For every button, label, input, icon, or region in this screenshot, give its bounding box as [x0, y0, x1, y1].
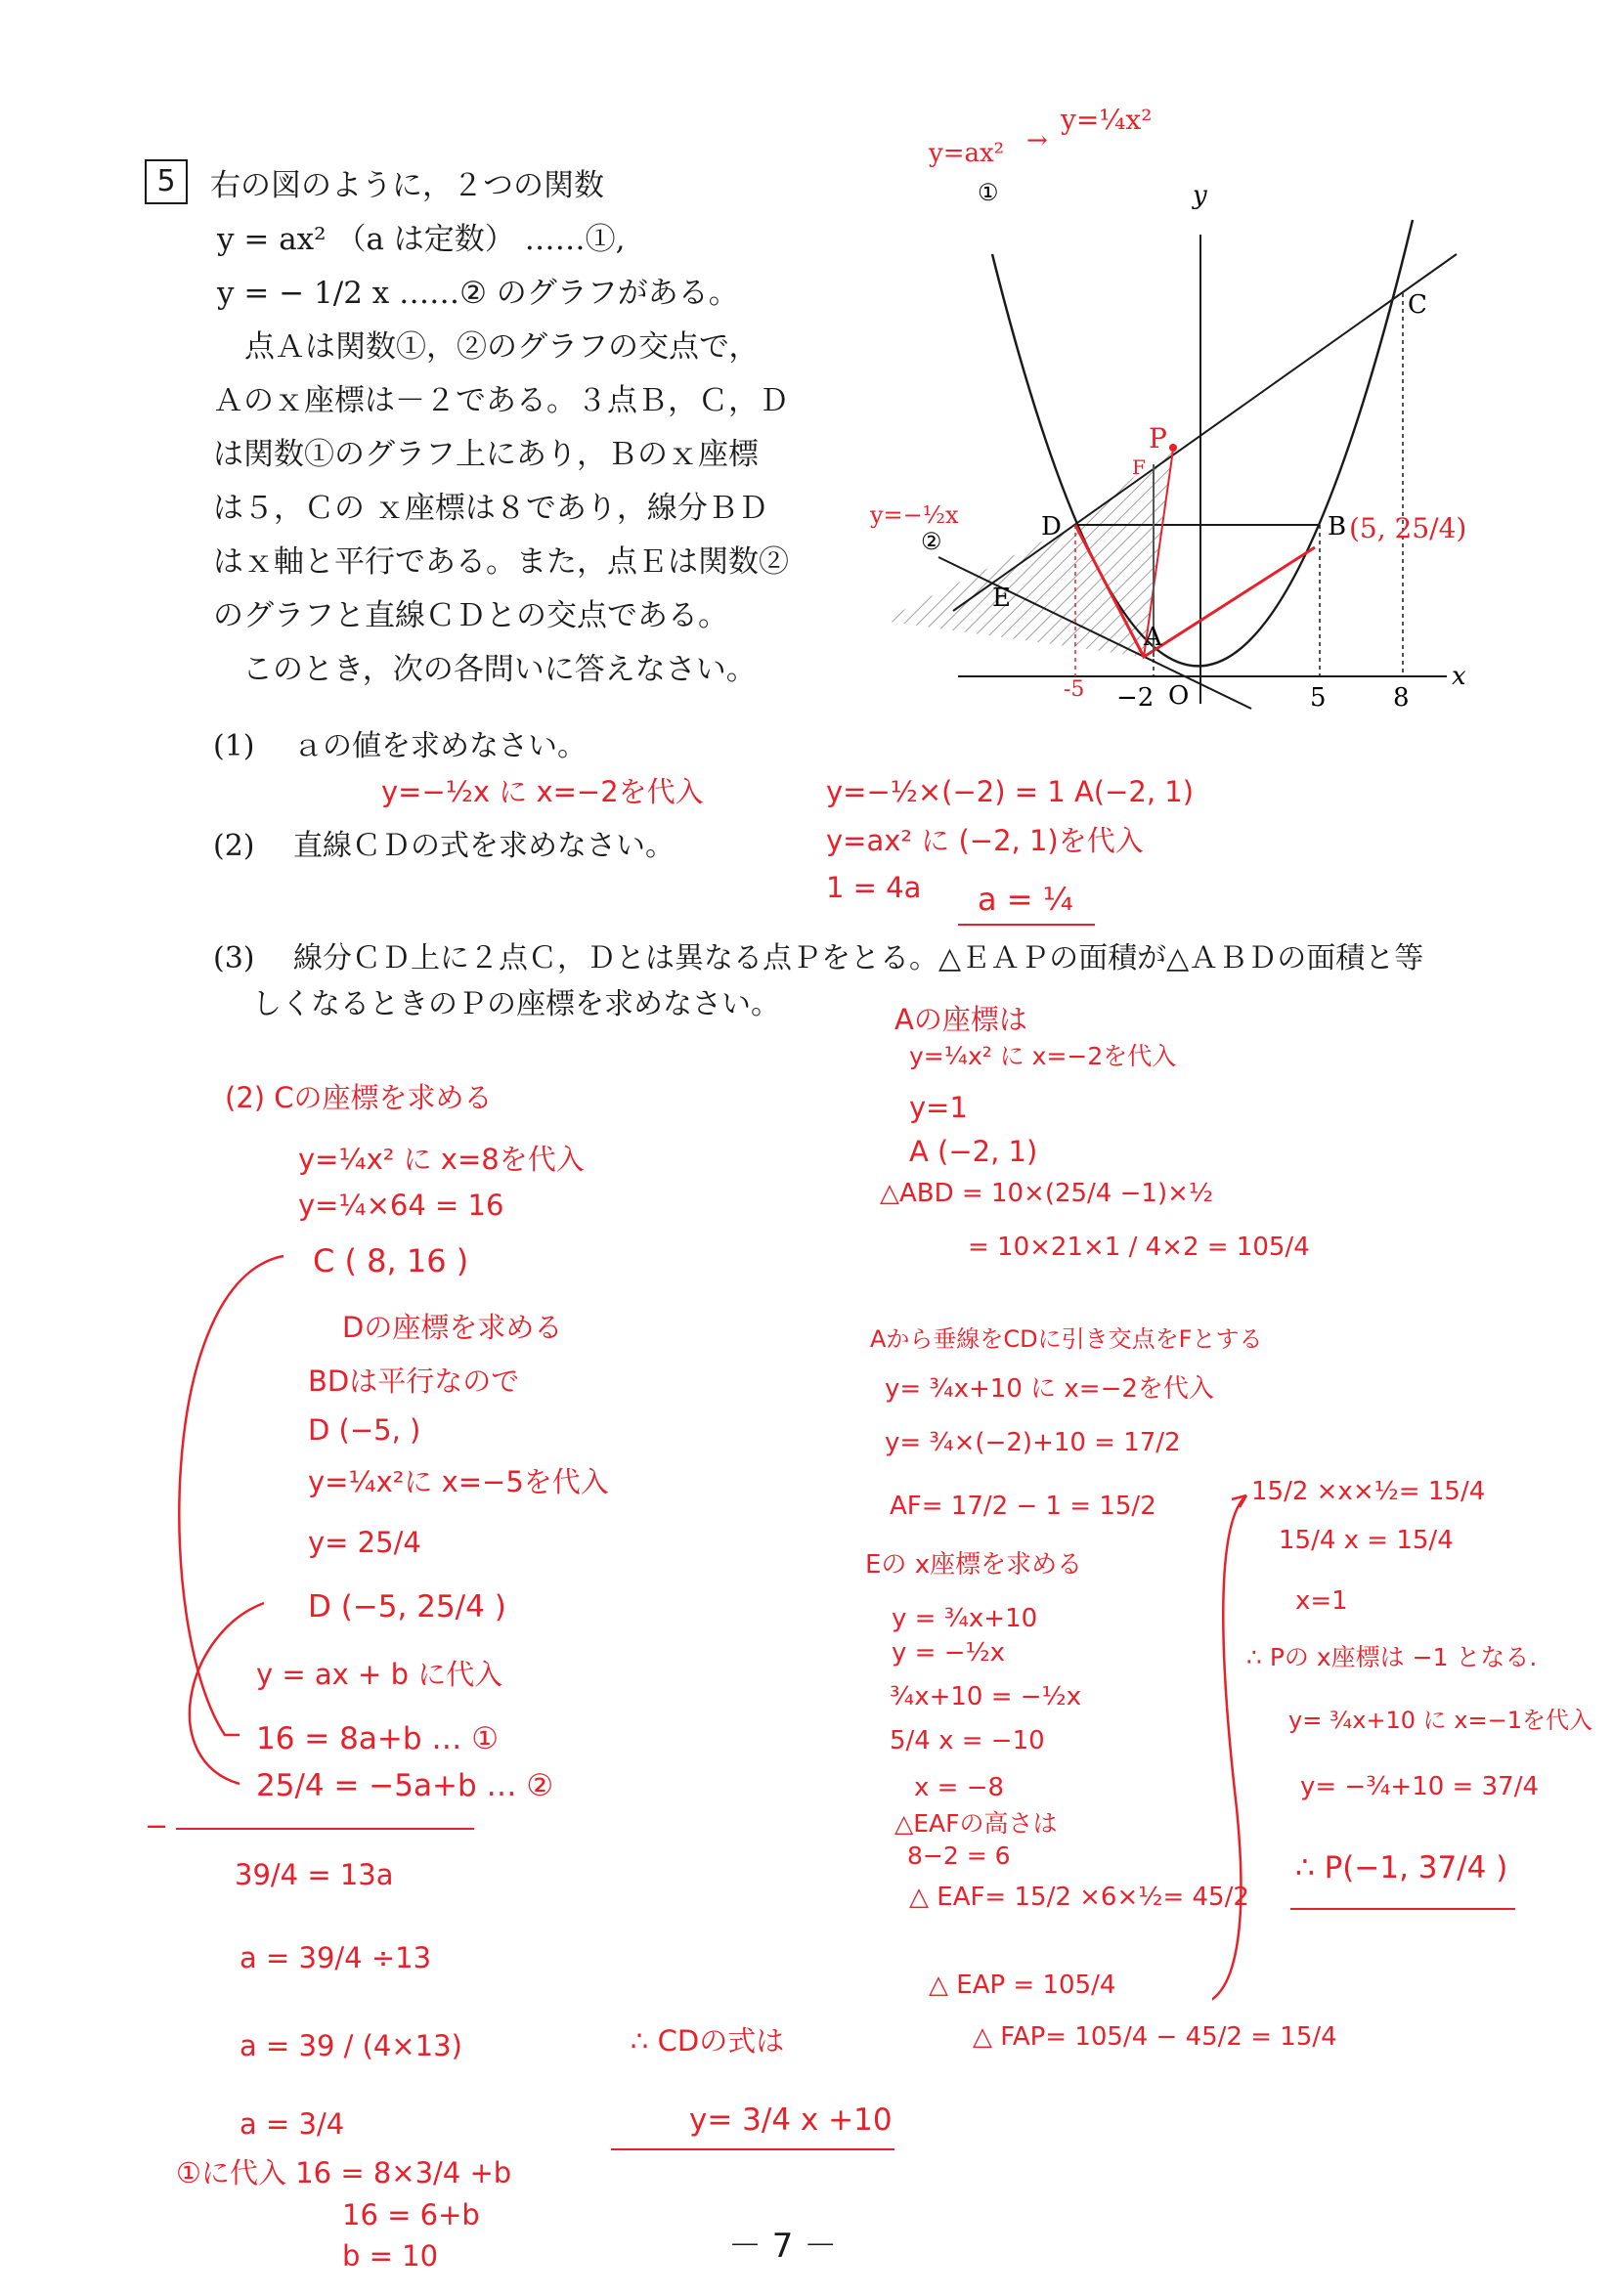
w3-e1: 15/2 ×x×½= 15/4 [1251, 1477, 1486, 1506]
w2-f1: 39/4 = 13a [235, 1858, 394, 1891]
hand-top-result: y=¼x² [1061, 104, 1153, 136]
w2-e2: 25/4 = −5a+b … ② [256, 1768, 554, 1803]
label-b: B [1328, 512, 1347, 542]
w3-d2: △ FAP= 105/4 − 45/2 = 15/4 [973, 2022, 1337, 2052]
problem-number: 5 [145, 159, 188, 204]
label-line-2: ② [921, 528, 942, 555]
w2-minus: − [145, 1809, 169, 1842]
label-p: P [1149, 422, 1167, 455]
w3-a4: A (−2, 1) [909, 1135, 1038, 1168]
statement-line-3: y = − 1/2 x ……② のグラフがある。 [217, 276, 739, 311]
ans1-underline [958, 924, 1095, 926]
w3-d1: △ EAP = 105/4 [929, 1971, 1116, 2000]
label-d: D [1041, 512, 1062, 542]
w3-a6: = 10×21×1 / 4×2 = 105/4 [968, 1233, 1310, 1262]
w2-answer-underline [611, 2148, 894, 2150]
ans1-line3: y=ax² に (−2, 1)を代入 [826, 824, 1144, 857]
w2-c3: C ( 8, 16 ) [313, 1242, 469, 1279]
w2-c1: y=¼x² に x=8を代入 [298, 1143, 585, 1176]
w3-e3: x=1 [1295, 1586, 1348, 1616]
arrow-c-to-eq1 [179, 1256, 283, 1735]
tick-neg2: −2 [1116, 683, 1155, 713]
w3-c7: △EAFの高さは [894, 1809, 1058, 1838]
w2-c2: y=¼×64 = 16 [298, 1189, 504, 1222]
w3-a5: △ABD = 10×(25/4 −1)×½ [880, 1179, 1214, 1208]
question-3-label: (3) [213, 941, 255, 975]
tick-neg5: -5 [1064, 677, 1085, 702]
w2-d-title: Dの座標を求める [342, 1311, 563, 1344]
w3-c8: 8−2 = 6 [907, 1841, 1011, 1870]
w2-g1: ①に代入 16 = 8×3/4 +b [176, 2156, 512, 2189]
ans1-line4: 1 = 4a [826, 871, 922, 904]
w3-a3: y=1 [909, 1091, 968, 1124]
hand-b-coord: (5, 25/4) [1349, 512, 1467, 544]
label-origin: O [1168, 681, 1190, 711]
label-a: A [1144, 623, 1162, 652]
statement-line-2: y = ax² （a は定数） ……①, [217, 222, 626, 257]
hand-line-label: y=−½x [870, 501, 959, 529]
statement-line-9: のグラフと直線ＣＤとの交点である。 [213, 598, 728, 633]
question-1-label: (1) [213, 729, 255, 763]
ans1-line1: y=−½x に x=−2を代入 [381, 775, 704, 808]
statement-line-7: は５，Ｃの ｘ座標は８であり，線分ＢＤ [213, 491, 768, 526]
label-c: C [1408, 290, 1427, 320]
w2-d5: D (−5, 25/4 ) [308, 1589, 506, 1625]
arrow-fap-curve [1212, 1495, 1246, 2004]
w2-answer: y= 3/4 x +10 [689, 2102, 893, 2138]
w3-e6: y= −¾+10 = 37/4 [1300, 1772, 1539, 1801]
w3-c2: y = ¾x+10 [892, 1604, 1038, 1633]
label-curve-1: ① [978, 179, 999, 206]
w3-c9: △ EAF= 15/2 ×6×½= 45/2 [909, 1883, 1249, 1912]
statement-line: 右の図のように，２つの関数 [210, 168, 604, 203]
statement-line-8: はｘ軸と平行である。また，点Ｅは関数② [213, 544, 789, 580]
w3-c1: Eの x座標を求める [865, 1550, 1083, 1580]
w2-e0: y = ax + b に代入 [256, 1658, 503, 1691]
w3-answer: ∴ P(−1, 37/4 ) [1295, 1850, 1508, 1885]
page-number: － 7 － [728, 2227, 838, 2266]
w3-c4: ¾x+10 = −½x [890, 1682, 1082, 1711]
w3-a2: y=¼x² に x=−2を代入 [909, 1042, 1177, 1070]
w3-c6: x = −8 [914, 1773, 1005, 1802]
question-2 [213, 821, 675, 864]
w2-title: (2) Cの座標を求める [225, 1081, 493, 1114]
question-3 [213, 933, 1423, 976]
w2-f3: a = 39 / (4×13) [240, 2029, 462, 2062]
w3-c3: y = −½x [892, 1638, 1006, 1668]
arrow-d-to-eq2 [190, 1603, 264, 1784]
hand-arrow: → [1026, 126, 1048, 155]
problem-statement [210, 159, 604, 213]
question-1-text: ａの値を求めなさい。 [293, 729, 588, 763]
w3-e4: ∴ Pの x座標は −1 となる. [1246, 1643, 1538, 1671]
question-1 [213, 721, 587, 764]
statement-line-4: 点Ａは関数①，②のグラフの交点で， [244, 329, 760, 365]
w3-e2: 15/4 x = 15/4 [1279, 1526, 1454, 1555]
question-3-text: 線分ＣＤ上に２点Ｃ，Ｄとは異なる点Ｐをとる。△ＥＡＰの面積が△ＡＢＤの面積と等 [293, 941, 1424, 975]
w3-b3: y= ¾×(−2)+10 = 17/2 [885, 1428, 1181, 1457]
w2-g3: b = 10 [342, 2239, 439, 2273]
arrow-fap-to-e1 [1212, 1486, 1281, 2014]
statement-line-10: このとき，次の各問いに答えなさい。 [242, 652, 757, 687]
w3-a1: Aの座標は [894, 1003, 1027, 1036]
question-2-text: 直線ＣＤの式を求めなさい。 [293, 829, 676, 863]
w2-d3: y=¼x²に x=−5を代入 [308, 1465, 609, 1498]
w2-d2: D (−5, ) [308, 1413, 421, 1447]
statement-line-5: Ａのｘ座標は－２である。３点Ｂ，Ｃ，Ｄ [213, 383, 789, 418]
w3-answer-underline [1290, 1908, 1515, 1910]
arrow-annotations [147, 1241, 313, 1808]
statement-line-6: は関数①のグラフ上にあり，Ｂのｘ座標 [213, 437, 759, 472]
question-2-label: (2) [213, 829, 255, 863]
ans1-answer: a = ¼ [978, 881, 1073, 918]
w2-d1: BDは平行なので [308, 1365, 520, 1398]
figure-graph [860, 59, 1486, 723]
w2-f2: a = 39/4 ÷13 [240, 1941, 432, 1974]
w3-e5: y= ¾x+10 に x=−1を代入 [1288, 1707, 1593, 1734]
w3-b2: y= ¾x+10 に x=−2を代入 [885, 1374, 1214, 1404]
label-x-axis: x [1452, 662, 1466, 691]
point-p-dot [1169, 444, 1177, 452]
line-cd [953, 254, 1457, 611]
w2-f4: a = 3/4 [240, 2107, 345, 2141]
tick-5: 5 [1310, 683, 1327, 713]
w3-c5: 5/4 x = −10 [890, 1726, 1045, 1755]
label-f: F [1132, 455, 1146, 479]
w3-b1: Aから垂線をCDに引き交点をFとする [870, 1325, 1263, 1353]
label-e: E [992, 584, 1011, 613]
ans1-line2: y=−½×(−2) = 1 A(−2, 1) [826, 775, 1195, 808]
w2-e1: 16 = 8a+b … ① [256, 1721, 499, 1756]
hand-top-formula: y=ax² [929, 139, 1005, 168]
w2-g2: 16 = 6+b [342, 2198, 480, 2231]
w3-b4: AF= 17/2 − 1 = 15/2 [890, 1492, 1156, 1521]
w2-d4: y= 25/4 [308, 1526, 421, 1559]
label-y-axis: y [1193, 181, 1207, 210]
w2-concl: ∴ CDの式は [631, 2024, 785, 2058]
w2-subtract-line [176, 1828, 474, 1830]
question-3-line2: しくなるときのＰの座標を求めなさい。 [252, 987, 780, 1021]
tick-8: 8 [1393, 683, 1410, 713]
